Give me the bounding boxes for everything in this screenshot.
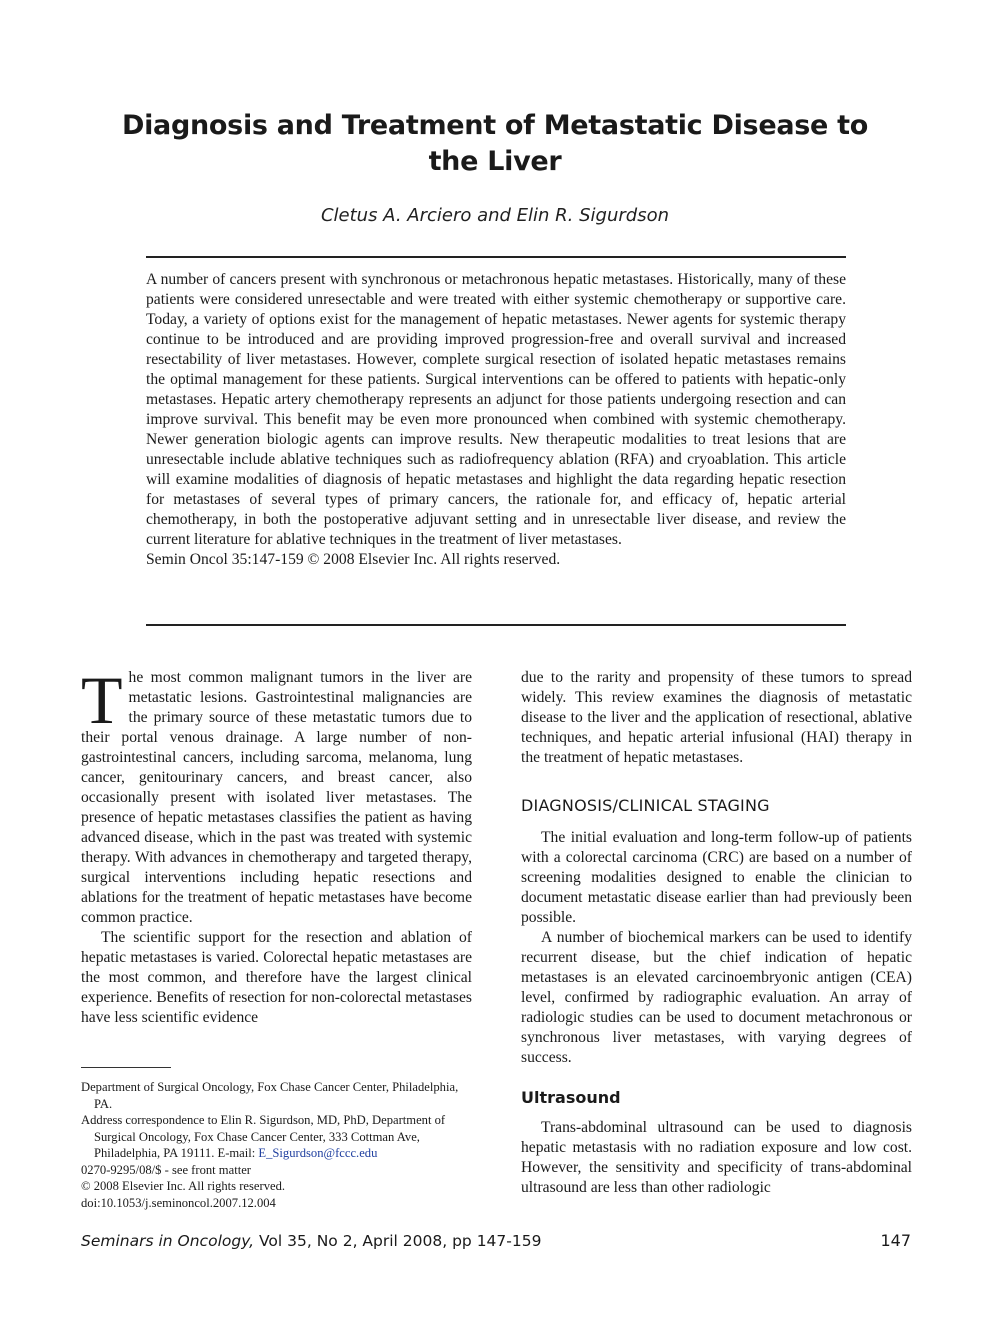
page-footer bbox=[81, 1230, 911, 1252]
abstract-citation: Semin Oncol 35:147-159 © 2008 Elsevier Inc. All rights reserved. bbox=[146, 551, 561, 568]
correspondence-text: Address correspondence to Elin R. Sigurdson, MD, PhD, Department of Surgical Oncology, Fox Chase Cancer Center, 333 Cottman Ave, Philadelphia, PA 19111. E-mail: bbox=[81, 1113, 446, 1160]
footnote-correspondence bbox=[81, 1112, 472, 1162]
page-number: 147 bbox=[880, 1231, 911, 1250]
footnote-affiliation: Department of Surgical Oncology, Fox Chase Cancer Center, Philadelphia, PA. bbox=[81, 1080, 459, 1111]
abstract-bottom-rule bbox=[146, 624, 846, 626]
footnote-copyright: © 2008 Elsevier Inc. All rights reserved. bbox=[81, 1179, 286, 1193]
body-paragraph: The scientific support for the resection and ablation of hepatic metastases is varied. Colorectal hepatic metastases are the most common, and therefore have the largest clinical experience. Benefits of resection for non-colorectal metastases have less scientific evidence bbox=[81, 929, 472, 1026]
abstract-top-rule bbox=[146, 256, 846, 258]
diagnosis-paragraph-2: A number of biochemical markers can be used to identify recurrent disease, but the chief indication of hepatic metastases is an elevated carcinoembryonic antigen (CEA) level, confirmed by radiographic evaluation. An array of radiologic studies can be used to document metachronous or synchronous liver metastases, with varying degrees of success. bbox=[521, 929, 912, 1066]
abstract bbox=[146, 270, 846, 570]
subsection-heading-ultrasound: Ultrasound bbox=[521, 1088, 621, 1107]
intro-paragraph bbox=[81, 662, 472, 928]
footnote-divider bbox=[81, 1067, 171, 1068]
article-title: Diagnosis and Treatment of Metastatic Disease to the Liver bbox=[121, 110, 868, 177]
footnotes bbox=[81, 1079, 472, 1211]
intro-text: he most common malignant tumors in the liver are metastatic lesions. Gastrointestinal malignancies are the primary source of these metastatic tumors due to their portal venous drainage. A large number of non-gastrointestinal cancers, including sarcoma, melanoma, lung cancer, genitourinary cancers, and breast cancer, also occasionally present with isolated liver metastases. The presence of hepatic metastases classifies the patient as having advanced disease, which in the past was treated with systemic therapy. With advances in chemotherapy and targeted therapy, surgical interventions including hepatic resections and ablations for the treatment of hepatic metastases have become common practice. bbox=[81, 669, 472, 926]
email-link[interactable]: E_Sigurdson@fccc.edu bbox=[258, 1146, 378, 1160]
ultrasound-paragraph: Trans-abdominal ultrasound can be used to diagnosis hepatic metastasis with no radiation exposure and low cost. However, the sensitivity and specificity of trans-abdominal ultrasound are less than other radiologic bbox=[521, 1119, 912, 1196]
left-column bbox=[81, 662, 472, 1028]
footnote-doi: doi:10.1053/j.seminoncol.2007.12.004 bbox=[81, 1195, 276, 1210]
footnote-issn: 0270-9295/08/$ - see front matter bbox=[81, 1162, 251, 1177]
article-authors: Cletus A. Arciero and Elin R. Sigurdson bbox=[320, 205, 670, 226]
drop-cap: T bbox=[81, 662, 123, 738]
body-paragraph-continued: due to the rarity and propensity of these tumors to spread widely. This review examines the diagnosis of metastatic disease to the liver and the application of resectional, ablative techniques, and hepatic arterial infusional (HAI) therapy in the treatment of hepatic metastases. bbox=[521, 669, 912, 766]
abstract-text: A number of cancers present with synchronous or metachronous hepatic metastases. Historically, many of these patients were considered unresectable and were treated with either systemic chemotherapy or supportive care. Today, a variety of options exist for the management of hepatic metastases. Newer agents for systemic therapy continue to be introduced and are providing improved progression-free and overall survival and increased resectability of liver metastases. However, complete surgical resection of isolated hepatic metastases remains the optimal management for these patients. Surgical interventions can be offered to patients with hepatic-only metastases. Hepatic artery chemotherapy represents an adjunct for those patients undergoing resection and can improve survival. This benefit may be even more pronounced when combined with systemic chemotherapy. Newer generation biologic agents can improve results. New therapeutic modalities to treat lesions that are unresectable include ablative techniques such as radiofrequency ablation (RFA) and cryoablation. This article will examine modalities of diagnosis of hepatic metastases and highlight the data regarding hepatic resection for metastases of several types of primary cancers, the rationale for, and efficacy of, hepatic arterial chemotherapy, in both the postoperative adjuvant setting and in unresectable liver disease, and review the current literature for ablative techniques in the treatment of liver metastases. bbox=[146, 271, 846, 548]
journal-name: Seminars in Oncology, bbox=[81, 1232, 255, 1250]
footer-citation bbox=[81, 1230, 541, 1252]
diagnosis-paragraph-1: The initial evaluation and long-term follow-up of patients with a colorectal carcinoma (CRC) are based on a number of screening modalities designed to enable the clinician to document metastatic disease earlier than had previously been possible. bbox=[521, 829, 912, 926]
section-heading-diagnosis: DIAGNOSIS/CLINICAL STAGING bbox=[521, 796, 770, 815]
right-column bbox=[521, 668, 912, 1198]
issue-info: Vol 35, No 2, April 2008, pp 147-159 bbox=[254, 1232, 542, 1250]
